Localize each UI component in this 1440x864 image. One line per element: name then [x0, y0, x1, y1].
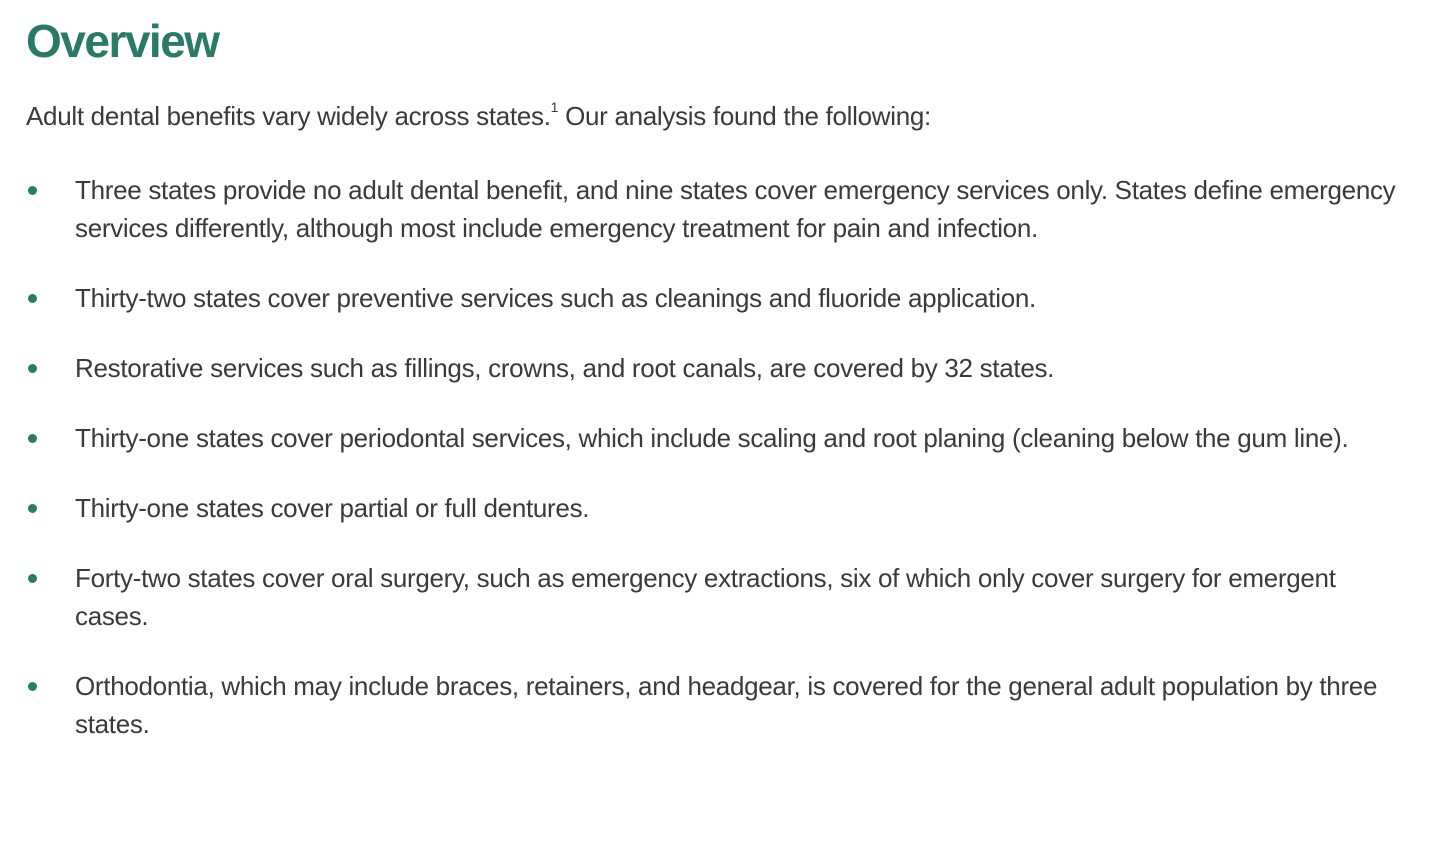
list-item	[0, 489, 1400, 527]
bullet-icon	[28, 574, 37, 583]
footnote-ref[interactable]: 1	[550, 99, 559, 115]
list-item	[0, 171, 1400, 247]
list-item-text: Orthodontia, which may include braces, retainers, and headgear, is covered for the general adult population by three states.	[75, 671, 1378, 739]
list-item-text: Restorative services such as fillings, crowns, and root canals, are covered by 32 states.	[75, 353, 1055, 383]
list-item-text: Thirty-one states cover periodontal services, which include scaling and root planing (cleaning below the gum line).	[75, 423, 1349, 453]
list-item-text: Three states provide no adult dental benefit, and nine states cover emergency services only. States define emergency services differently, although most include emergency treatment for pain and infection.	[75, 175, 1396, 243]
list-item	[0, 667, 1400, 743]
bullet-icon	[28, 682, 37, 691]
findings-list	[0, 171, 1400, 775]
list-item	[0, 349, 1400, 387]
list-item-text: Thirty-one states cover partial or full dentures.	[75, 493, 590, 523]
list-item-text: Thirty-two states cover preventive services such as cleanings and fluoride application.	[75, 283, 1036, 313]
list-item	[0, 419, 1400, 457]
intro-paragraph	[26, 97, 931, 135]
list-item	[0, 559, 1400, 635]
intro-text-after: Our analysis found the following:	[558, 101, 931, 131]
intro-text: Adult dental benefits vary widely across states.	[26, 101, 551, 131]
bullet-icon	[28, 294, 37, 303]
bullet-icon	[28, 186, 37, 195]
list-item-text: Forty-two states cover oral surgery, such as emergency extractions, six of which only cover surgery for emergent cases.	[75, 563, 1336, 631]
bullet-icon	[28, 434, 37, 443]
bullet-icon	[28, 364, 37, 373]
list-item	[0, 279, 1400, 317]
page-title: Overview	[26, 15, 219, 67]
bullet-icon	[28, 504, 37, 513]
